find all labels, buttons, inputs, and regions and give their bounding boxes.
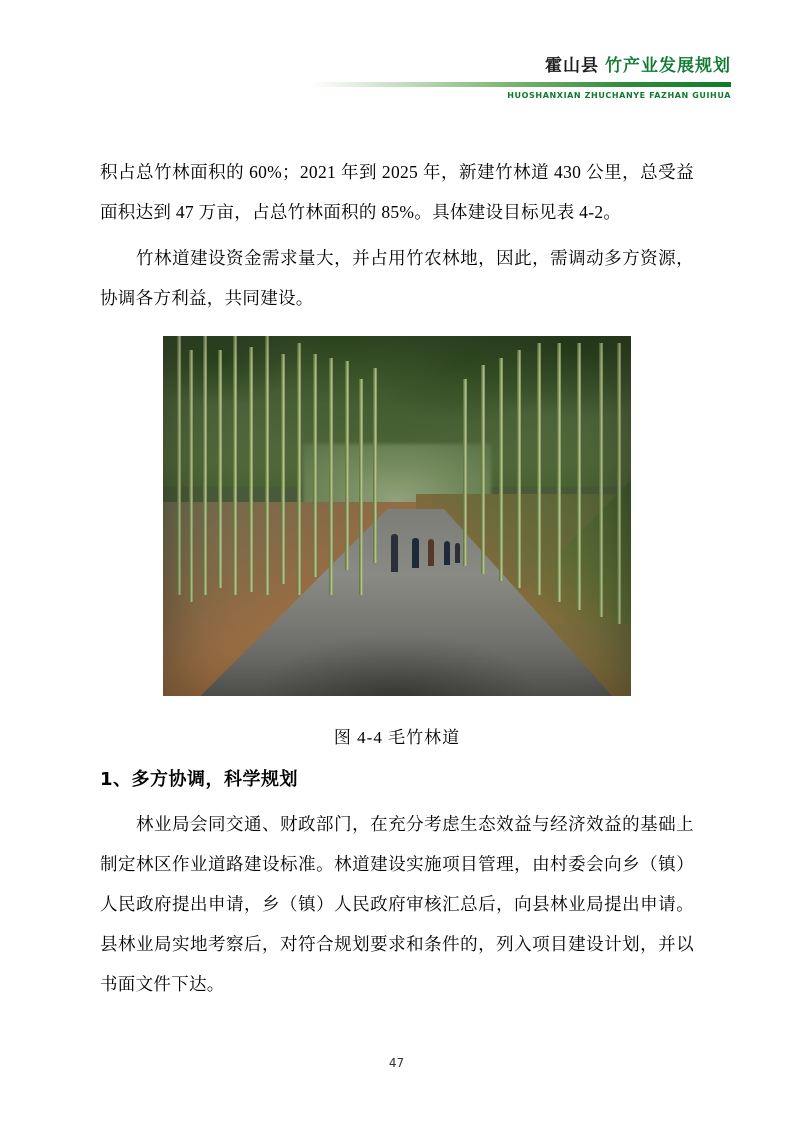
bamboo-culm xyxy=(617,343,621,624)
header-pinyin-subtitle: HUOSHANXIAN ZHUCHANYE FAZHAN GUIHUA xyxy=(507,91,731,100)
header-document-title: 竹产业发展规划 xyxy=(605,56,731,76)
header-gradient-rule xyxy=(311,82,731,87)
bamboo-culm xyxy=(313,354,317,577)
bamboo-culm xyxy=(297,343,301,595)
bamboo-culm xyxy=(233,336,237,595)
person-figure xyxy=(455,543,460,563)
page-content xyxy=(100,152,694,1010)
bamboo-culm xyxy=(218,350,222,588)
page-header xyxy=(311,58,731,116)
bamboo-culm xyxy=(537,343,541,595)
paragraph-continued: 积占总竹林面积的 60%；2021 年到 2025 年，新建竹林道 430 公里，总受益面积达到 47 万亩，占总竹林面积的 85%。具体建设目标见表 4-2。 xyxy=(100,162,694,222)
header-title-row xyxy=(311,58,731,77)
bamboo-culm xyxy=(249,347,253,592)
bamboo-culm xyxy=(329,358,333,596)
bamboo-culm xyxy=(577,343,581,609)
figure-caption: 图 4-4 毛竹林道 xyxy=(333,728,461,747)
paragraph-planning: 林业局会同交通、财政部门，在充分考虑生态效益与经济效益的基础上制定林区作业道路建设标准。林道建设实施项目管理，由村委会向乡（镇）人民政府提出申请，乡（镇）人民政府审核汇总后，向县林业局提出申请。县林业局实地考察后，对符合规划要求和条件的，列入项目建设计划，并以书面文件下达。 xyxy=(100,814,694,994)
bamboo-culm xyxy=(373,368,377,562)
bamboo-culm xyxy=(177,336,181,595)
bamboo-culm xyxy=(463,379,467,566)
section-heading-1: 1、多方协调，科学规划 xyxy=(100,769,299,790)
bamboo-culm xyxy=(345,361,349,570)
page-footer xyxy=(0,1056,793,1070)
bamboo-culm xyxy=(203,336,207,595)
bamboo-culm xyxy=(499,358,503,581)
bamboo-culm xyxy=(281,354,285,584)
bamboo-culm xyxy=(599,343,603,617)
bamboo-culm xyxy=(557,343,561,602)
page-number: 47 xyxy=(388,1056,405,1070)
header-county-name: 霍山县 xyxy=(545,56,599,76)
bamboo-culm xyxy=(189,350,193,602)
person-figure xyxy=(412,538,419,568)
person-figure xyxy=(444,541,450,565)
figure-image-bamboo-road xyxy=(163,336,631,696)
figure-block xyxy=(100,336,694,748)
person-figure xyxy=(391,534,398,572)
bamboo-culm xyxy=(265,336,269,595)
bamboo-culm xyxy=(517,350,521,588)
paragraph-funding: 竹林道建设资金需求量大，并占用竹农林地，因此，需调动多方资源，协调各方利益，共同建设。 xyxy=(100,248,694,308)
bamboo-culm xyxy=(359,379,363,595)
person-figure xyxy=(428,539,434,566)
bamboo-culm xyxy=(481,365,485,574)
